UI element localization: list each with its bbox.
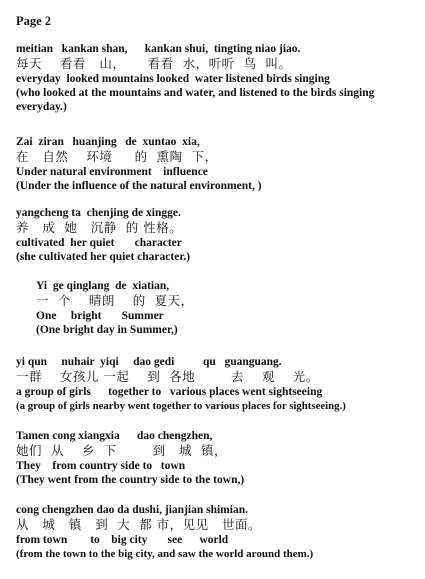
pinyin-line: yangcheng ta chenjing de xingge. xyxy=(16,207,181,219)
gloss-line: everyday looked mountains looked water listened birds singing xyxy=(16,73,330,85)
gloss-line: They from country side to town xyxy=(16,460,186,472)
chinese-line: 一群 女孩儿 一起 到 各地 去 观 光。 xyxy=(16,369,319,384)
pinyin-line: cong chengzhen dao da dushi, jianjian shimian. xyxy=(16,504,248,516)
chinese-line: 每天 看看 山， 看看 水，听听 鸟 叫。 xyxy=(16,56,292,71)
chinese-line: 养 成 她 沉静 的 性格。 xyxy=(16,220,183,235)
sentence-block-6 xyxy=(16,429,421,487)
sentence-block-3 xyxy=(16,206,421,264)
sentence-block-2 xyxy=(16,135,421,193)
gloss-line: Under natural environment influence xyxy=(16,166,208,178)
translation-line: (They went from the country side to the town,) xyxy=(16,474,245,486)
pinyin-line: meitian kankan shan, kankan shui, tingting niao jiao. xyxy=(16,43,301,55)
pinyin-line: yi qun nuhair yiqi dao gedi qu guanguang. xyxy=(16,356,282,368)
pinyin-line: Yi ge qinglang de xiatian, xyxy=(36,280,170,292)
translation-line: (who looked at the mountains and water, and listened to the birds singing everyday.) xyxy=(16,87,375,113)
chinese-line: 从 城 镇 到 大 都 市，见见 世面。 xyxy=(16,517,262,532)
pinyin-line: Tamen cong xiangxia dao chengzhen, xyxy=(16,430,213,442)
chinese-line: 一 个 晴朗 的 夏天， xyxy=(36,293,194,308)
gloss-line: cultivated her quiet character xyxy=(16,237,182,249)
sentence-block-7 xyxy=(16,503,421,561)
translation-line: (she cultivated her quiet character.) xyxy=(16,251,191,263)
page-number: Page 2 xyxy=(16,14,52,28)
gloss-line: from town to big city see world xyxy=(16,534,229,546)
sentence-block-1 xyxy=(16,42,421,114)
pinyin-line: Zai ziran huanjing de xuntao xia, xyxy=(16,136,200,148)
gloss-line: One bright Summer xyxy=(36,310,164,322)
translation-line: (from the town to the big city, and saw the world around them.) xyxy=(16,548,314,560)
translation-line: (a group of girls nearby went together to various places for sightseeing.) xyxy=(16,400,346,412)
chinese-line: 在 自然 环境 的 熏陶 下， xyxy=(16,149,218,164)
gloss-line: a group of girls together to various places went sightseeing xyxy=(16,386,323,398)
sentence-block-5 xyxy=(16,355,421,413)
translation-line: (Under the influence of the natural environment, ) xyxy=(16,180,262,192)
chinese-line: 她们 从 乡 下 到 城 镇， xyxy=(16,443,227,458)
sentence-block-4 xyxy=(36,279,421,337)
translation-line: (One bright day in Summer,) xyxy=(36,324,178,336)
